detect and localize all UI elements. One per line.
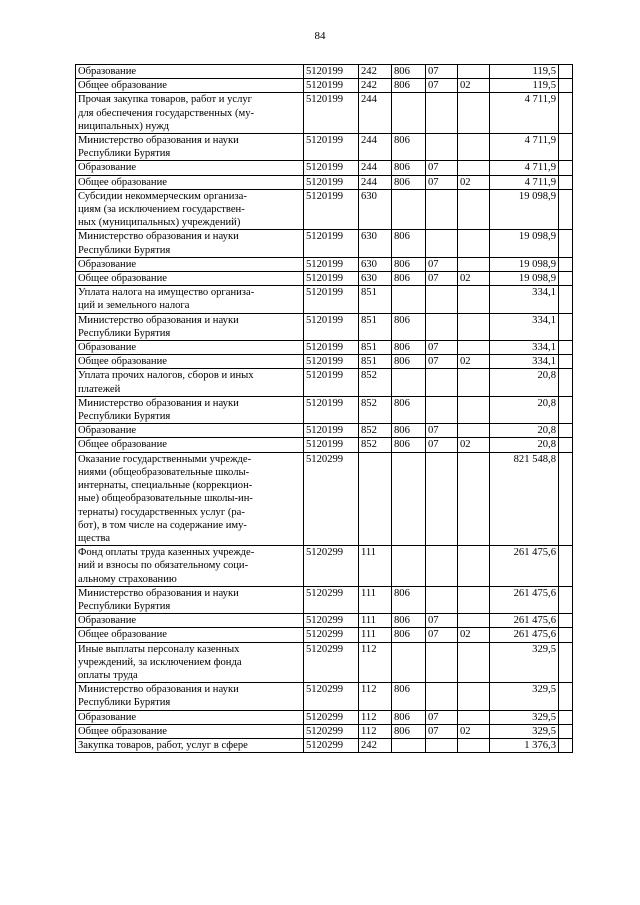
empty-cell (559, 65, 573, 79)
target-article-cell: 5120199 (304, 341, 359, 355)
target-article-cell: 5120199 (304, 438, 359, 452)
table-row (76, 230, 573, 257)
ministry-code-cell: 806 (392, 257, 426, 271)
target-article-cell: 5120299 (304, 628, 359, 642)
subsection-cell (458, 424, 490, 438)
row-name-cell: Образование (76, 257, 304, 271)
table-row (76, 257, 573, 271)
expense-type-cell: 851 (359, 286, 392, 313)
expense-type-cell: 852 (359, 438, 392, 452)
target-article-cell: 5120199 (304, 79, 359, 93)
row-name-cell: Общее образование (76, 175, 304, 189)
section-cell: 07 (426, 161, 458, 175)
table-row (76, 396, 573, 423)
ministry-code-cell: 806 (392, 161, 426, 175)
section-cell: 07 (426, 175, 458, 189)
budget-table (75, 64, 573, 753)
target-article-cell: 5120199 (304, 257, 359, 271)
expense-type-cell: 112 (359, 710, 392, 724)
ministry-code-cell: 806 (392, 79, 426, 93)
row-name-cell: Министерство образования и науки Республики Бурятия (76, 396, 304, 423)
amount-cell: 334,1 (490, 313, 559, 340)
section-cell: 07 (426, 79, 458, 93)
amount-cell: 261 475,6 (490, 614, 559, 628)
amount-cell: 329,5 (490, 642, 559, 683)
table-row (76, 452, 573, 545)
subsection-cell: 02 (458, 438, 490, 452)
table-row (76, 93, 573, 134)
subsection-cell: 02 (458, 724, 490, 738)
amount-cell: 119,5 (490, 79, 559, 93)
table-row (76, 189, 573, 230)
row-name-cell: Образование (76, 710, 304, 724)
subsection-cell (458, 257, 490, 271)
expense-type-cell: 630 (359, 230, 392, 257)
section-cell (426, 230, 458, 257)
empty-cell (559, 546, 573, 587)
expense-type-cell: 111 (359, 614, 392, 628)
amount-cell: 20,8 (490, 438, 559, 452)
section-cell: 07 (426, 341, 458, 355)
table-body (76, 65, 573, 753)
row-name-cell: Образование (76, 161, 304, 175)
subsection-cell (458, 93, 490, 134)
amount-cell: 329,5 (490, 683, 559, 710)
expense-type-cell: 242 (359, 738, 392, 752)
row-name-cell: Уплата прочих налогов, сборов и иных платежей (76, 369, 304, 396)
section-cell: 07 (426, 614, 458, 628)
row-name-cell: Субсидии некоммерческим организа- циям (за исключением государствен- ных (муниципальных) учреждений) (76, 189, 304, 230)
expense-type-cell: 242 (359, 65, 392, 79)
empty-cell (559, 628, 573, 642)
target-article-cell: 5120199 (304, 161, 359, 175)
subsection-cell (458, 134, 490, 161)
section-cell: 07 (426, 424, 458, 438)
table-row (76, 738, 573, 752)
expense-type-cell: 111 (359, 546, 392, 587)
expense-type-cell: 112 (359, 683, 392, 710)
row-name-cell: Фонд оплаты труда казенных учрежде- ний и взносы по обязательному соци- альному страхованию (76, 546, 304, 587)
empty-cell (559, 286, 573, 313)
empty-cell (559, 257, 573, 271)
table-row (76, 313, 573, 340)
amount-cell: 4 711,9 (490, 161, 559, 175)
row-name-cell: Министерство образования и науки Республики Бурятия (76, 134, 304, 161)
amount-cell: 19 098,9 (490, 257, 559, 271)
row-name-cell: Закупка товаров, работ, услуг в сфере (76, 738, 304, 752)
row-name-cell: Общее образование (76, 272, 304, 286)
empty-cell (559, 396, 573, 423)
subsection-cell (458, 341, 490, 355)
subsection-cell (458, 65, 490, 79)
row-name-cell: Общее образование (76, 355, 304, 369)
section-cell (426, 586, 458, 613)
row-name-cell: Общее образование (76, 628, 304, 642)
section-cell: 07 (426, 272, 458, 286)
target-article-cell: 5120199 (304, 424, 359, 438)
expense-type-cell: 112 (359, 724, 392, 738)
target-article-cell: 5120199 (304, 369, 359, 396)
expense-type-cell: 630 (359, 189, 392, 230)
target-article-cell: 5120299 (304, 710, 359, 724)
table-row (76, 134, 573, 161)
ministry-code-cell (392, 642, 426, 683)
target-article-cell: 5120199 (304, 396, 359, 423)
ministry-code-cell: 806 (392, 65, 426, 79)
ministry-code-cell: 806 (392, 175, 426, 189)
ministry-code-cell: 806 (392, 614, 426, 628)
table-row (76, 369, 573, 396)
ministry-code-cell (392, 738, 426, 752)
table-row (76, 628, 573, 642)
expense-type-cell: 242 (359, 79, 392, 93)
subsection-cell: 02 (458, 175, 490, 189)
subsection-cell (458, 396, 490, 423)
ministry-code-cell (392, 369, 426, 396)
expense-type-cell: 244 (359, 93, 392, 134)
target-article-cell: 5120199 (304, 286, 359, 313)
section-cell (426, 93, 458, 134)
subsection-cell (458, 546, 490, 587)
expense-type-cell: 111 (359, 586, 392, 613)
table-row (76, 586, 573, 613)
amount-cell: 261 475,6 (490, 586, 559, 613)
section-cell: 07 (426, 65, 458, 79)
section-cell (426, 546, 458, 587)
amount-cell: 119,5 (490, 65, 559, 79)
expense-type-cell (359, 452, 392, 545)
expense-type-cell: 851 (359, 313, 392, 340)
row-name-cell: Министерство образования и науки Республики Бурятия (76, 230, 304, 257)
subsection-cell (458, 161, 490, 175)
row-name-cell: Образование (76, 65, 304, 79)
amount-cell: 821 548,8 (490, 452, 559, 545)
row-name-cell: Образование (76, 341, 304, 355)
ministry-code-cell (392, 452, 426, 545)
row-name-cell: Общее образование (76, 79, 304, 93)
table-row (76, 546, 573, 587)
row-name-cell: Прочая закупка товаров, работ и услуг для обеспечения государственных (му- ниципальных) нужд (76, 93, 304, 134)
ministry-code-cell: 806 (392, 355, 426, 369)
section-cell (426, 313, 458, 340)
table-row (76, 65, 573, 79)
empty-cell (559, 161, 573, 175)
subsection-cell (458, 230, 490, 257)
expense-type-cell: 851 (359, 341, 392, 355)
empty-cell (559, 313, 573, 340)
target-article-cell: 5120299 (304, 738, 359, 752)
expense-type-cell: 630 (359, 257, 392, 271)
empty-cell (559, 272, 573, 286)
expense-type-cell: 852 (359, 424, 392, 438)
expense-type-cell: 244 (359, 161, 392, 175)
amount-cell: 20,8 (490, 396, 559, 423)
row-name-cell: Оказание государственными учрежде- ниями (общеобразовательные школы- интернаты, специальные (коррекцион- ные) общеобразовательные школы-ин- тернаты) государственных услуг (ра- бот), в том числе на содержание иму- щества (76, 452, 304, 545)
target-article-cell: 5120199 (304, 230, 359, 257)
empty-cell (559, 738, 573, 752)
amount-cell: 19 098,9 (490, 230, 559, 257)
ministry-code-cell: 806 (392, 683, 426, 710)
amount-cell: 334,1 (490, 341, 559, 355)
subsection-cell (458, 614, 490, 628)
subsection-cell: 02 (458, 355, 490, 369)
row-name-cell: Общее образование (76, 724, 304, 738)
target-article-cell: 5120199 (304, 355, 359, 369)
subsection-cell (458, 286, 490, 313)
section-cell: 07 (426, 628, 458, 642)
target-article-cell: 5120299 (304, 724, 359, 738)
subsection-cell (458, 452, 490, 545)
ministry-code-cell (392, 546, 426, 587)
ministry-code-cell: 806 (392, 134, 426, 161)
table-row (76, 341, 573, 355)
row-name-cell: Иные выплаты персоналу казенных учреждений, за исключением фонда оплаты труда (76, 642, 304, 683)
empty-cell (559, 424, 573, 438)
table-row (76, 355, 573, 369)
section-cell (426, 134, 458, 161)
subsection-cell (458, 642, 490, 683)
section-cell: 07 (426, 724, 458, 738)
table-row (76, 424, 573, 438)
table-row (76, 161, 573, 175)
subsection-cell (458, 683, 490, 710)
ministry-code-cell (392, 286, 426, 313)
ministry-code-cell: 806 (392, 586, 426, 613)
subsection-cell (458, 710, 490, 724)
ministry-code-cell: 806 (392, 230, 426, 257)
row-name-cell: Образование (76, 424, 304, 438)
section-cell: 07 (426, 257, 458, 271)
table-row (76, 642, 573, 683)
amount-cell: 1 376,3 (490, 738, 559, 752)
table-row (76, 175, 573, 189)
ministry-code-cell: 806 (392, 724, 426, 738)
expense-type-cell: 630 (359, 272, 392, 286)
empty-cell (559, 724, 573, 738)
row-name-cell: Министерство образования и науки Республики Бурятия (76, 313, 304, 340)
section-cell (426, 369, 458, 396)
empty-cell (559, 710, 573, 724)
amount-cell: 4 711,9 (490, 93, 559, 134)
amount-cell: 334,1 (490, 286, 559, 313)
empty-cell (559, 341, 573, 355)
row-name-cell: Общее образование (76, 438, 304, 452)
section-cell (426, 738, 458, 752)
row-name-cell: Образование (76, 614, 304, 628)
target-article-cell: 5120299 (304, 683, 359, 710)
empty-cell (559, 93, 573, 134)
subsection-cell: 02 (458, 272, 490, 286)
ministry-code-cell: 806 (392, 313, 426, 340)
ministry-code-cell (392, 93, 426, 134)
amount-cell: 20,8 (490, 424, 559, 438)
row-name-cell: Министерство образования и науки Республики Бурятия (76, 586, 304, 613)
amount-cell: 334,1 (490, 355, 559, 369)
empty-cell (559, 134, 573, 161)
target-article-cell: 5120199 (304, 175, 359, 189)
empty-cell (559, 175, 573, 189)
target-article-cell: 5120299 (304, 546, 359, 587)
table-row (76, 724, 573, 738)
amount-cell: 4 711,9 (490, 175, 559, 189)
empty-cell (559, 79, 573, 93)
amount-cell: 329,5 (490, 710, 559, 724)
section-cell: 07 (426, 355, 458, 369)
ministry-code-cell: 806 (392, 424, 426, 438)
target-article-cell: 5120199 (304, 134, 359, 161)
empty-cell (559, 614, 573, 628)
table-row (76, 286, 573, 313)
ministry-code-cell (392, 189, 426, 230)
subsection-cell (458, 313, 490, 340)
table-row (76, 79, 573, 93)
empty-cell (559, 586, 573, 613)
empty-cell (559, 369, 573, 396)
section-cell (426, 189, 458, 230)
target-article-cell: 5120299 (304, 614, 359, 628)
target-article-cell: 5120199 (304, 93, 359, 134)
subsection-cell (458, 369, 490, 396)
subsection-cell (458, 586, 490, 613)
amount-cell: 20,8 (490, 369, 559, 396)
amount-cell: 19 098,9 (490, 272, 559, 286)
ministry-code-cell: 806 (392, 438, 426, 452)
table-row (76, 683, 573, 710)
target-article-cell: 5120299 (304, 586, 359, 613)
row-name-cell: Уплата налога на имущество организа- ций и земельного налога (76, 286, 304, 313)
ministry-code-cell: 806 (392, 396, 426, 423)
section-cell: 07 (426, 438, 458, 452)
target-article-cell: 5120199 (304, 65, 359, 79)
target-article-cell: 5120299 (304, 452, 359, 545)
empty-cell (559, 438, 573, 452)
section-cell (426, 396, 458, 423)
ministry-code-cell: 806 (392, 628, 426, 642)
empty-cell (559, 355, 573, 369)
expense-type-cell: 112 (359, 642, 392, 683)
empty-cell (559, 189, 573, 230)
expense-type-cell: 244 (359, 175, 392, 189)
subsection-cell (458, 738, 490, 752)
expense-type-cell: 852 (359, 396, 392, 423)
section-cell (426, 452, 458, 545)
empty-cell (559, 230, 573, 257)
target-article-cell: 5120199 (304, 313, 359, 340)
target-article-cell: 5120199 (304, 272, 359, 286)
empty-cell (559, 642, 573, 683)
empty-cell (559, 452, 573, 545)
section-cell (426, 286, 458, 313)
amount-cell: 19 098,9 (490, 189, 559, 230)
target-article-cell: 5120199 (304, 189, 359, 230)
ministry-code-cell: 806 (392, 341, 426, 355)
subsection-cell: 02 (458, 79, 490, 93)
page-number: 84 (314, 30, 326, 42)
row-name-cell: Министерство образования и науки Республики Бурятия (76, 683, 304, 710)
subsection-cell: 02 (458, 628, 490, 642)
subsection-cell (458, 189, 490, 230)
table-row (76, 710, 573, 724)
expense-type-cell: 111 (359, 628, 392, 642)
amount-cell: 261 475,6 (490, 546, 559, 587)
expense-type-cell: 851 (359, 355, 392, 369)
amount-cell: 4 711,9 (490, 134, 559, 161)
empty-cell (559, 683, 573, 710)
table-row (76, 438, 573, 452)
amount-cell: 261 475,6 (490, 628, 559, 642)
target-article-cell: 5120299 (304, 642, 359, 683)
table-row (76, 614, 573, 628)
expense-type-cell: 852 (359, 369, 392, 396)
section-cell (426, 642, 458, 683)
ministry-code-cell: 806 (392, 272, 426, 286)
amount-cell: 329,5 (490, 724, 559, 738)
section-cell (426, 683, 458, 710)
expense-type-cell: 244 (359, 134, 392, 161)
ministry-code-cell: 806 (392, 710, 426, 724)
section-cell: 07 (426, 710, 458, 724)
table-row (76, 272, 573, 286)
